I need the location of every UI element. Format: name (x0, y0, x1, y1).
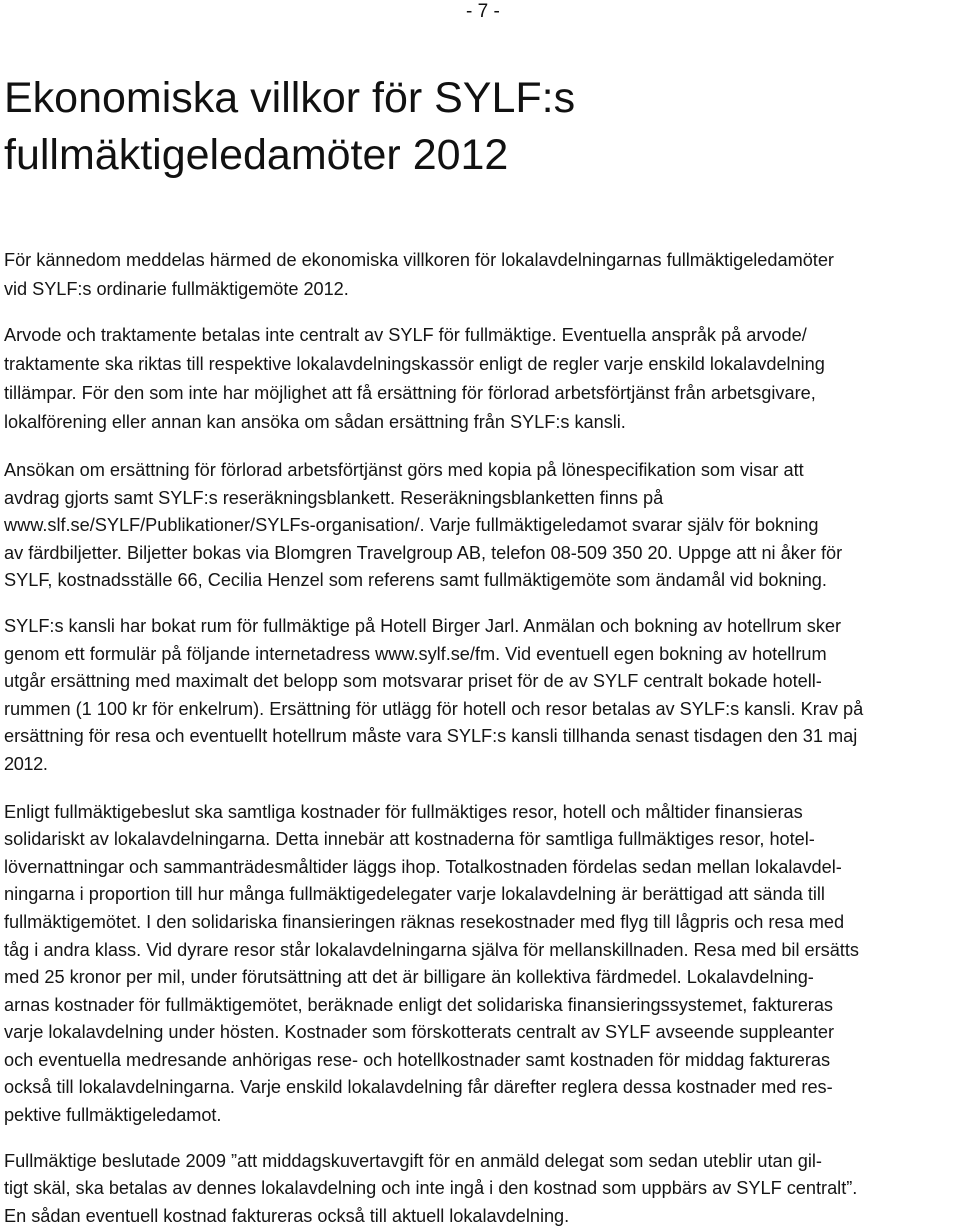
text-line: SYLF:s kansli har bokat rum för fullmäktige på Hotell Birger Jarl. Anmälan och bokning av hotellrum sker (4, 615, 842, 636)
text-line: En sådan eventuell kostnad faktureras också till aktuell lokalavdelning. (4, 1205, 570, 1226)
text-line: fullmäktigemötet. I den solidariska finansieringen räknas resekostnader med flyg till lågpris och resa med (4, 911, 845, 932)
title-line: fullmäktigeledamöter 2012 (4, 131, 509, 179)
text-line: För kännedom meddelas härmed de ekonomiska villkoren för lokalavdelningarnas fullmäktigeledamöter (4, 250, 834, 270)
text-line: pektive fullmäktigeledamot. (4, 1105, 222, 1126)
text-line: utgår ersättning med maximalt det belopp som motsvarar priset för de av SYLF centralt bokade hotell- (4, 671, 822, 692)
text-line: www.slf.se/SYLF/Publikationer/SYLFs-organisation/. Varje fullmäktigeledamot svarar själv för bokning (4, 515, 819, 536)
text-line: lövernattningar och sammanträdesmåltider läggs ihop. Totalkostnaden fördelas sedan mellan lokalavdel- (4, 856, 842, 877)
paragraph-middag (4, 1148, 956, 1230)
text-line: solidariskt av lokalavdelningarna. Detta innebär att kostnaderna för samtliga fullmäktiges resor, hotel- (4, 829, 815, 850)
text-line: SYLF, kostnadsställe 66, Cecilia Henzel som referens samt fullmäktigemöte som ändamål vid bokning. (4, 570, 827, 591)
text-line: vid SYLF:s ordinarie fullmäktigemöte 2012. (4, 279, 349, 299)
text-line: tåg i andra klass. Vid dyrare resor står lokalavdelningarna själva för mellanskillnaden. Resa med bil ersätts (4, 939, 859, 960)
paragraph-arvode (4, 321, 956, 437)
paragraph-hotell (4, 613, 956, 779)
text-line: varje lokalavdelning under hösten. Kostnader som förskotterats centralt av SYLF avseende suppleanter (4, 1022, 835, 1043)
text-line: ersättning för resa och eventuellt hotellrum måste vara SYLF:s kansli tillhanda senast tisdagen den 31 maj (4, 726, 858, 747)
document-body (4, 246, 956, 1230)
paragraph-intro (4, 246, 956, 304)
text-line: 2012. (4, 753, 48, 774)
page-number: - 7 - (466, 1, 500, 22)
text-line: tillämpar. För den som inte har möjlighet att få ersättning för förlorad arbetsförtjänst från arbetsgivare, (4, 383, 816, 403)
paragraph-ansokan (4, 457, 956, 595)
text-line: traktamente ska riktas till respektive lokalavdelningskassör enligt de regler varje enskild lokalavdelning (4, 354, 825, 374)
title-line: Ekonomiska villkor för SYLF:s (4, 74, 576, 122)
text-line: Arvode och traktamente betalas inte centralt av SYLF för fullmäktige. Eventuella anspråk på arvode/ (4, 325, 807, 345)
text-line: med 25 kronor per mil, under förutsättning att det är billigare än kollektiva färdmedel. Lokalavdelning- (4, 967, 814, 988)
text-line: genom ett formulär på följande internetadress www.sylf.se/fm. Vid eventuell egen bokning av hotellrum (4, 643, 827, 664)
text-line: lokalförening eller annan kan ansöka om sådan ersättning från SYLF:s kansli. (4, 412, 626, 432)
text-line: ningarna i proportion till hur många fullmäktigedelegater varje lokalavdelning är berättigad att sända till (4, 884, 825, 905)
text-line: Enligt fullmäktigebeslut ska samtliga kostnader för fullmäktiges resor, hotell och måltider finansieras (4, 801, 803, 822)
page-title (4, 70, 944, 184)
text-line: Ansökan om ersättning för förlorad arbetsförtjänst görs med kopia på lönespecifikation som visar att (4, 460, 804, 480)
text-line: arnas kostnader för fullmäktigemötet, beräknade enligt det solidariska finansieringssystemet, faktureras (4, 994, 834, 1015)
paragraph-finansiering (4, 799, 956, 1130)
text-line: tigt skäl, ska betalas av dennes lokalavdelning och inte ingå i den kostnad som uppbärs av SYLF centralt”. (4, 1178, 858, 1199)
text-line: avdrag gjorts samt SYLF:s reseräkningsblankett. Reseräkningsblanketten finns på (4, 487, 664, 508)
text-line: rummen (1 100 kr för enkelrum). Ersättning för utlägg för hotell och resor betalas av SYLF:s kansli. Krav på (4, 698, 864, 719)
text-line: också till lokalavdelningarna. Varje enskild lokalavdelning får därefter reglera dessa kostnader med res- (4, 1077, 833, 1098)
text-line: Fullmäktige beslutade 2009 ”att middagskuvertavgift för en anmäld delegat som sedan uteblir utan gil- (4, 1150, 822, 1171)
text-line: och eventuella medresande anhörigas rese- och hotellkostnader samt kostnaden för middag faktureras (4, 1049, 831, 1070)
text-line: av färdbiljetter. Biljetter bokas via Blomgren Travelgroup AB, telefon 08-509 350 20. Uppge att ni åker för (4, 542, 843, 563)
